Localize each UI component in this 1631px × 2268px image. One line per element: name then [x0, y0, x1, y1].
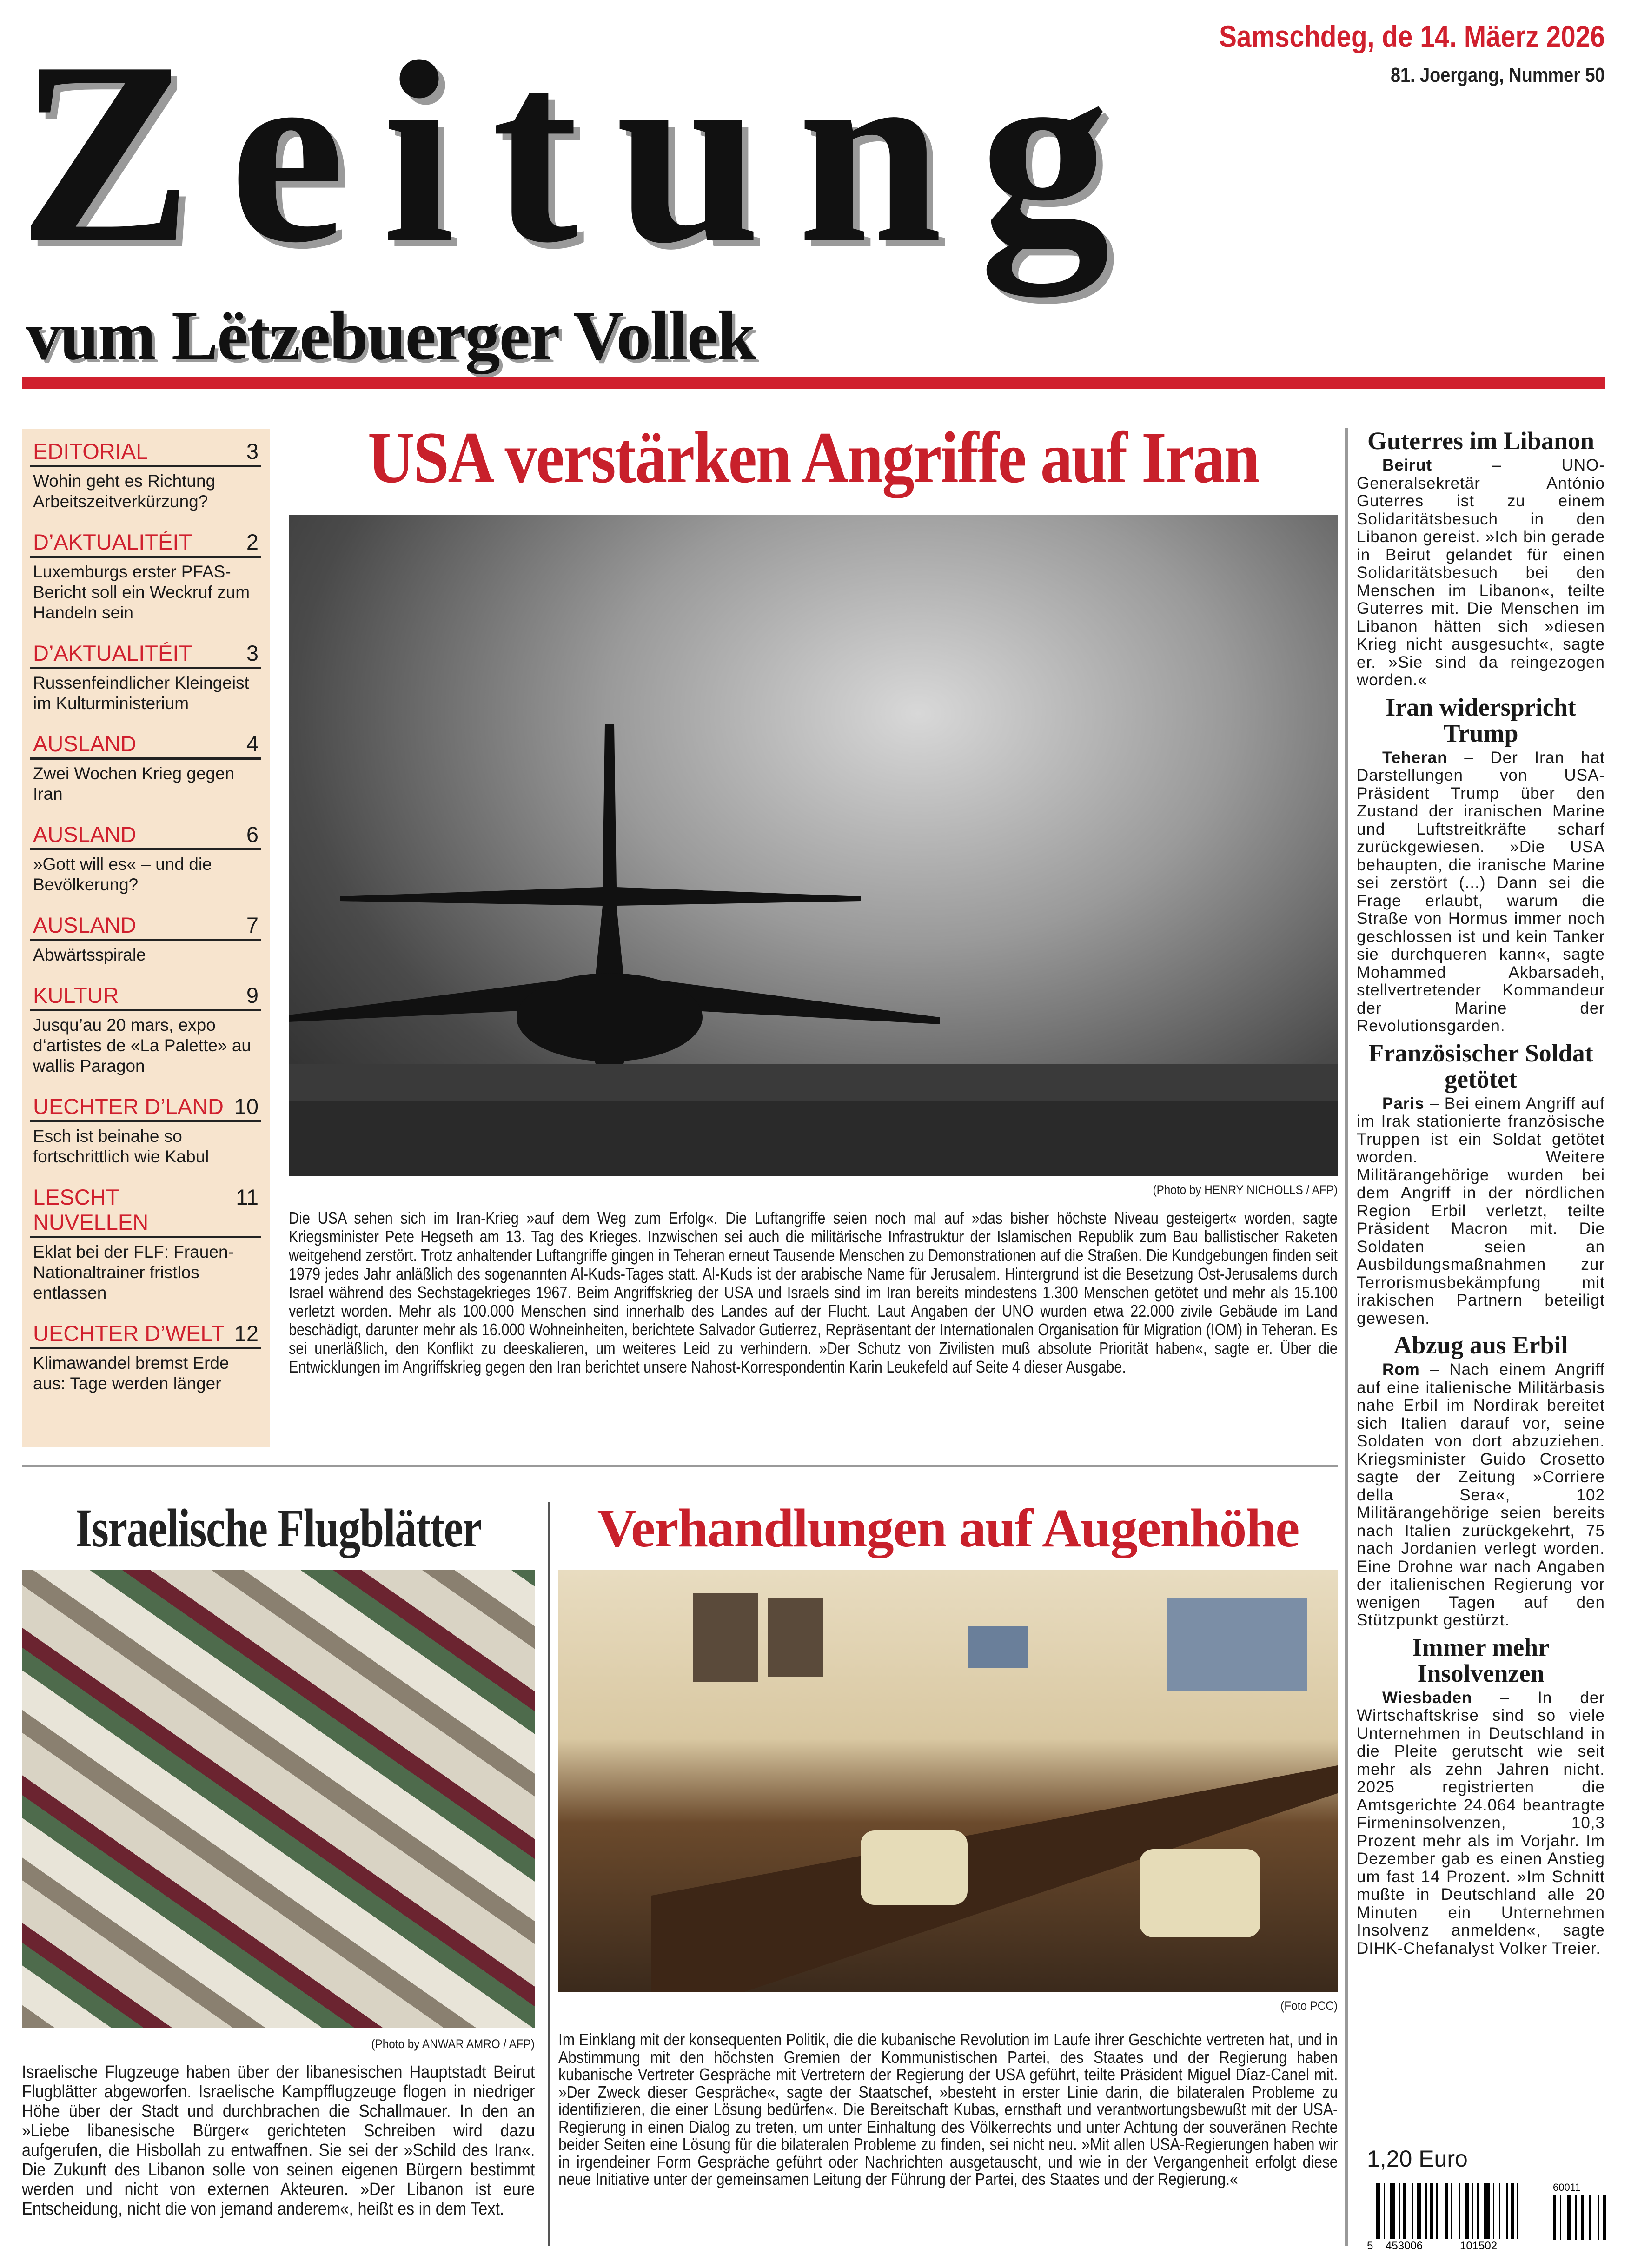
section-name: LESCHT NUVELLEN: [33, 1185, 149, 1234]
brief-dateline: Rom: [1382, 1360, 1420, 1379]
barcode-bar: [1499, 2183, 1500, 2239]
barcode-bar: [1399, 2183, 1400, 2239]
section-divider: [22, 1465, 1338, 1467]
brief-headline: Iran widerspricht Trump: [1386, 693, 1576, 747]
news-briefs: [1357, 424, 1605, 1962]
brief-dateline: Beirut: [1382, 456, 1432, 474]
barcode-digits-left: 453006: [1386, 2240, 1423, 2251]
barcode-addon-bar: [1553, 2195, 1556, 2240]
contents-item[interactable]: [30, 1094, 261, 1167]
contents-item-title: Wohin geht es Richtung Arbeitszeitverkürzung?: [33, 471, 216, 511]
contents-item-header: [30, 913, 261, 941]
page-number: 10: [234, 1094, 259, 1119]
meeting-room-illustration: [558, 1570, 1338, 1992]
page-number: 11: [236, 1185, 259, 1209]
news-briefs-column: [1357, 424, 1605, 2251]
barcode-bar: [1430, 2183, 1433, 2239]
brief-dateline: Teheran: [1382, 748, 1448, 767]
contents-item-header: [30, 983, 261, 1011]
barcode-bar: [1403, 2183, 1406, 2239]
barcode-bar: [1465, 2183, 1469, 2239]
barcode-addon-bar: [1598, 2195, 1599, 2240]
contents-item-header: [30, 731, 261, 760]
contents-item[interactable]: [30, 983, 261, 1076]
barcode-addon-bar: [1589, 2195, 1591, 2240]
contents-item-header: [30, 641, 261, 669]
contents-item-title: Klimawandel bremst Erde aus: Tage werden länger: [33, 1353, 229, 1393]
contents-item-title: Abwärtsspirale: [33, 945, 146, 964]
barcode-bar: [1412, 2183, 1413, 2239]
brief-body: – Der Iran hat Darstellungen von USA-Präsident Trump über den Zustand der iranischen Marine und Luftstreitkräfte scharf zurückgewiesen. »Die USA behaupten, die iranische Marine sei zerstört (...) Dann sei die Frage erlaubt, warum die Straße von Hormus immer noch geschlossen ist und kein Tanker sie durchqueren kann«, sagte Mohammed Akbarsadeh, stellvertretender Kommandeur der Marine der Revolutionsgarden.: [1357, 748, 1605, 1035]
story-mid-text: Im Einklang mit der konsequenten Politik, die die kubanische Revolution im Laufe ihrer Geschichte vertreten hat, und in Abstimmung mit den höchsten Gremien der Kommunistischen Partei, des Staates und der Regierung haben kubanische Vertreter Gespräche mit Vertretern der Regierung der USA geführt, teilte Präsident Miguel Díaz-Canel mit. »Der Zweck dieser Gespräche«, sagte der Staatschef, »besteht in erster Linie darin, die bilateralen Probleme zu identifizieren, die einer Lösung bedürfen«. Die Bereitschaft Kubas, ernsthaft und verantwortungsbewußt mit der USA-Regierung in einen Dialog zu treten, um unter Einhaltung des Völkerrechts und unter Achtung der souveränen Rechte beider Seiten eine Lösung für die bilateralen Probleme zu finden, sei nicht neu. »Mit allen USA-Regierungen haben wir in irgendeiner Form Gespräche geführt oder Nachrichten ausgetauscht, und wie in der Vergangenheit erfolgt diese neue Initiative unter der gemeinsamen Leitung der Führung der Partei, des Staates und der Regierung.«: [558, 2030, 1338, 2188]
price: 1,20 Euro: [1367, 2146, 1468, 2172]
meeting-photo: [558, 1570, 1338, 1992]
brief-text: [1357, 1095, 1605, 1328]
contents-item-header: [30, 1094, 261, 1122]
contents-item-title: Luxemburgs erster PFAS-Bericht soll ein Weckruf zum Handeln sein: [33, 562, 250, 622]
section-name: D’AKTUALITÉIT: [33, 641, 192, 665]
masthead-title: Zeitung: [19, 8, 1147, 297]
barcode-addon-digits: 60011: [1553, 2182, 1581, 2193]
story-left-headline: Israelische Flugblätter: [75, 1498, 481, 1558]
barcode-bar: [1477, 2183, 1479, 2239]
page-number: 4: [246, 731, 259, 756]
brief-text: [1357, 749, 1605, 1035]
section-name: UECHTER D’LAND: [33, 1094, 224, 1119]
barcode-bar: [1376, 2183, 1380, 2239]
brief-dateline: Wiesbaden: [1382, 1688, 1472, 1707]
section-name: UECHTER D’WELT: [33, 1321, 225, 1346]
contents-item[interactable]: [30, 1321, 261, 1394]
barcode-bar: [1451, 2183, 1452, 2239]
contents-item-title: Eklat bei der FLF: Frauen-Nationaltrainer fristlos entlassen: [33, 1242, 234, 1302]
contents-item[interactable]: [30, 1185, 261, 1303]
story-left-text: Israelische Flugzeuge haben über der libanesischen Hauptstadt Beirut Flugblätter abgeworfen. Israelische Kampfflugzeuge flogen in niedriger Höhe über der Stadt und durchbrachen die Schallmauer. In den an »Liebe libanesische Bürger« gerichteten Schreiben wird dazu aufgerufen, die Hisbollah zu entwaffnen. Sie sei der »Schild des Iran«. Die Zukunft des Libanon solle von seinen eigenen Bürgern bestimmt werden und nicht von externen Akteuren. »Der Libanon ist eure Entscheidung, nicht die von jemand anderem«, heißt es in dem Text.: [22, 2062, 535, 2219]
contents-item[interactable]: [30, 822, 261, 895]
brief-body: – In der Wirtschaftskrise sind so viele Unternehmen in Deutschland in die Pleite gerutscht wie seit mehr als zehn Jahren nicht. 2025 registrierten die Amtsgerichte 24.064 beantragte Firmeninsolvenzen, 10,3 Prozent mehr als im Vorjahr. Im Dezember gab es einen Anstieg um fast 14 Prozent. »Im Schnitt mußte in Deutschland alle 20 Minuten ein Unternehmen Insolvenz anmelden«, sagte DIHK-Chefanalyst Volker Treier.: [1357, 1688, 1605, 1957]
barcode-bar: [1506, 2183, 1508, 2239]
bomber-silhouette: [289, 515, 1338, 1176]
lead-headline: USA verstärken Angriffe auf Iran: [367, 417, 1259, 498]
story-mid-headline: Verhandlungen auf Augenhöhe: [597, 1498, 1299, 1558]
barcode: [1367, 2182, 1609, 2251]
brief-text: [1357, 1361, 1605, 1630]
barcode-digit-prefix: 5: [1367, 2240, 1373, 2251]
barcode-addon-bar: [1581, 2195, 1584, 2240]
section-name: AUSLAND: [33, 822, 137, 847]
brief-body: – UNO-Generalsekretär António Guterres ist zu einem Solidaritätsbesuch in den Libanon gereist. »Ich bin gerade in Beirut gelandet für einen Solidaritätsbesuch bei den Menschen im Libanon«, teilte Guterres mit. Die Menschen im Libanon hätten sich »diesen Krieg nicht ausgesucht«, sagte er. »Sie sind da reingezogen worden.«: [1357, 456, 1605, 689]
contents-item-header: [30, 439, 261, 467]
issue-number: 81. Joergang, Nummer 50: [1391, 64, 1605, 86]
brief-body: – Bei einem Angriff auf im Irak stationierte französische Truppen ist ein Soldat getötet worden. Weitere Militärangehörige wurden bei dem Angriff in der nördlichen Region Erbil verletzt, teilte Präsident Macron mit. Die Soldaten seien an Ausbildungsmaßnahmen zur Terrorismusbekämpfung mit irakischen Partnern beteiligt gewesen.: [1357, 1094, 1605, 1327]
page-number: 2: [246, 530, 259, 554]
page-number: 12: [234, 1321, 259, 1346]
section-name: EDITORIAL: [33, 439, 148, 464]
brief-headline: Französischer Soldat getötet: [1368, 1039, 1593, 1093]
barcode-bar: [1517, 2183, 1518, 2239]
page-number: 3: [246, 641, 259, 665]
page-number: 9: [246, 983, 259, 1008]
column-divider: [1345, 428, 1348, 2246]
page-number: 3: [246, 439, 259, 464]
barcode-addon-bar: [1575, 2195, 1577, 2240]
barcode-bar: [1425, 2183, 1427, 2239]
barcode-bar: [1384, 2183, 1385, 2239]
contents-item-header: [30, 1185, 261, 1238]
brief-text: [1357, 1689, 1605, 1958]
barcode-bar: [1436, 2183, 1438, 2239]
contents-item[interactable]: [30, 913, 261, 965]
leaflets-photo: [22, 1570, 535, 2028]
contents-sidebar: [22, 429, 270, 1447]
contents-item-title: Zwei Wochen Krieg gegen Iran: [33, 764, 235, 803]
masthead-subtitle: vum Lëtzebuerger Vollek: [26, 297, 755, 374]
section-name: D’AKTUALITÉIT: [33, 530, 192, 554]
contents-item[interactable]: [30, 641, 261, 714]
brief-headline: Guterres im Libanon: [1367, 427, 1595, 455]
masthead-rule: [22, 377, 1605, 389]
contents-item-header: [30, 822, 261, 850]
story-mid-photo-credit: (Foto PCC): [1280, 1999, 1338, 2013]
contents-item-header: [30, 530, 261, 558]
contents-item-header: [30, 1321, 261, 1349]
brief-text: [1357, 457, 1605, 690]
brief-headline: Abzug aus Erbil: [1393, 1331, 1568, 1359]
page-number: 7: [246, 913, 259, 937]
brief-body: – Nach einem Angriff auf eine italienische Militärbasis nahe Erbil im Nordirak bereitet sich Italien darauf vor, seine Soldaten von dort abzuziehen. Kriegsminister Guido Crosetto sagte der Zeitung »Corriere della Sera«, 102 Militärangehörige seien bereits nach Italien zurückgekehrt, 75 nach Jordanien verlegt worden. Eine Drohne war nach Angaben der italienischen Regierung vor wenigen Tagen auf den Stützpunkt gestürzt.: [1357, 1360, 1605, 1629]
price-and-barcode: [1357, 2136, 1605, 2251]
barcode-bar: [1445, 2183, 1448, 2239]
section-name: AUSLAND: [33, 913, 137, 937]
barcode-bar: [1493, 2183, 1494, 2239]
brief-dateline: Paris: [1382, 1094, 1425, 1113]
section-name: AUSLAND: [33, 731, 137, 756]
column-divider: [548, 1502, 550, 2246]
barcode-bar: [1459, 2183, 1460, 2239]
barcode-addon-bar: [1603, 2195, 1606, 2240]
lead-photo-credit: (Photo by HENRY NICHOLLS / AFP): [1153, 1183, 1338, 1197]
page-number: 6: [246, 822, 259, 847]
issue-date: Samschdeg, de 14. Mäerz 2026: [1219, 19, 1605, 53]
lead-photo: [289, 515, 1338, 1176]
contents-item[interactable]: [30, 530, 261, 623]
barcode-bar: [1484, 2183, 1490, 2239]
contents-item[interactable]: [30, 439, 261, 512]
barcode-bar: [1472, 2183, 1473, 2239]
contents-item-title: Esch ist beinahe so fortschrittlich wie Kabul: [33, 1127, 209, 1166]
barcode-addon-bar: [1567, 2195, 1571, 2240]
barcode-addon-bar: [1560, 2195, 1561, 2240]
barcode-digits-right: 101502: [1460, 2240, 1498, 2251]
story-left-photo-credit: (Photo by ANWAR AMRO / AFP): [371, 2037, 535, 2051]
contents-item-title: »Gott will es« – und die Bevölkerung?: [33, 855, 212, 894]
barcode-bar: [1390, 2183, 1395, 2239]
section-name: KULTUR: [33, 983, 119, 1008]
barcode-bar: [1511, 2183, 1514, 2239]
contents-item-title: Jusqu’au 20 mars, expo d‘artistes de «La Palette» au wallis Paragon: [33, 1015, 251, 1075]
contents-item[interactable]: [30, 731, 261, 804]
brief-headline: Immer mehr Insolvenzen: [1412, 1633, 1550, 1687]
barcode-bar: [1417, 2183, 1421, 2239]
contents-item-title: Russenfeindlicher Kleingeist im Kulturministerium: [33, 673, 249, 713]
lead-article-text: Die USA sehen sich im Iran-Krieg »auf dem Weg zum Erfolg«. Die Luftangriffe seien noch mal auf »das bisher höchste Niveau gesteigert« worden, sagte Kriegsminister Pete Hegseth am 13. Tag des Krieges. Inzwischen sei auch die militärische Infrastruktur der Islamischen Republik zum Bau ballistischer Raketen weitgehend zerstört. Trotz anhaltender Luftangriffe gingen in Teheran erneut Tausende Menschen zu Demonstrationen auf die Straßen. Die Kundgebungen finden seit 1979 jedes Jahr anläßlich des sogenannten Al-Kuds-Tages statt. Al-Kuds ist der arabische Name für Jerusalem. Hintergrund ist die Besetzung Ost-Jerusalems durch Israel während des Sechstagekrieges 1967. Beim Angriffskrieg der USA und Israels sind im Iran bereits mindestens 1.300 Menschen getötet und mehr als 15.100 verletzt worden. Mehr als 100.000 Menschen sind innerhalb des Landes auf der Flucht. Laut Angaben der UNO wurden etwa 22.000 zivile Gebäude im Land beschädigt, darunter mehr als 16.000 Wohneinheiten, berichtete Salvador Gutierrez, Repräsentant der Internationalen Organisation für Migration (IOM) in Teheran. Es sei unerläßlich, den Konflikt zu deeskalieren, um weiteres Leid zu verhindern. »Der Schutz von Zivilisten muß absolute Priorität haben«, sagte er. Über die Entwicklungen im Angriffskrieg gegen den Iran berichtet unsere Nahost-Korrespondentin Karin Leukefeld auf Seite 4 dieser Ausgabe.: [289, 1208, 1338, 1376]
